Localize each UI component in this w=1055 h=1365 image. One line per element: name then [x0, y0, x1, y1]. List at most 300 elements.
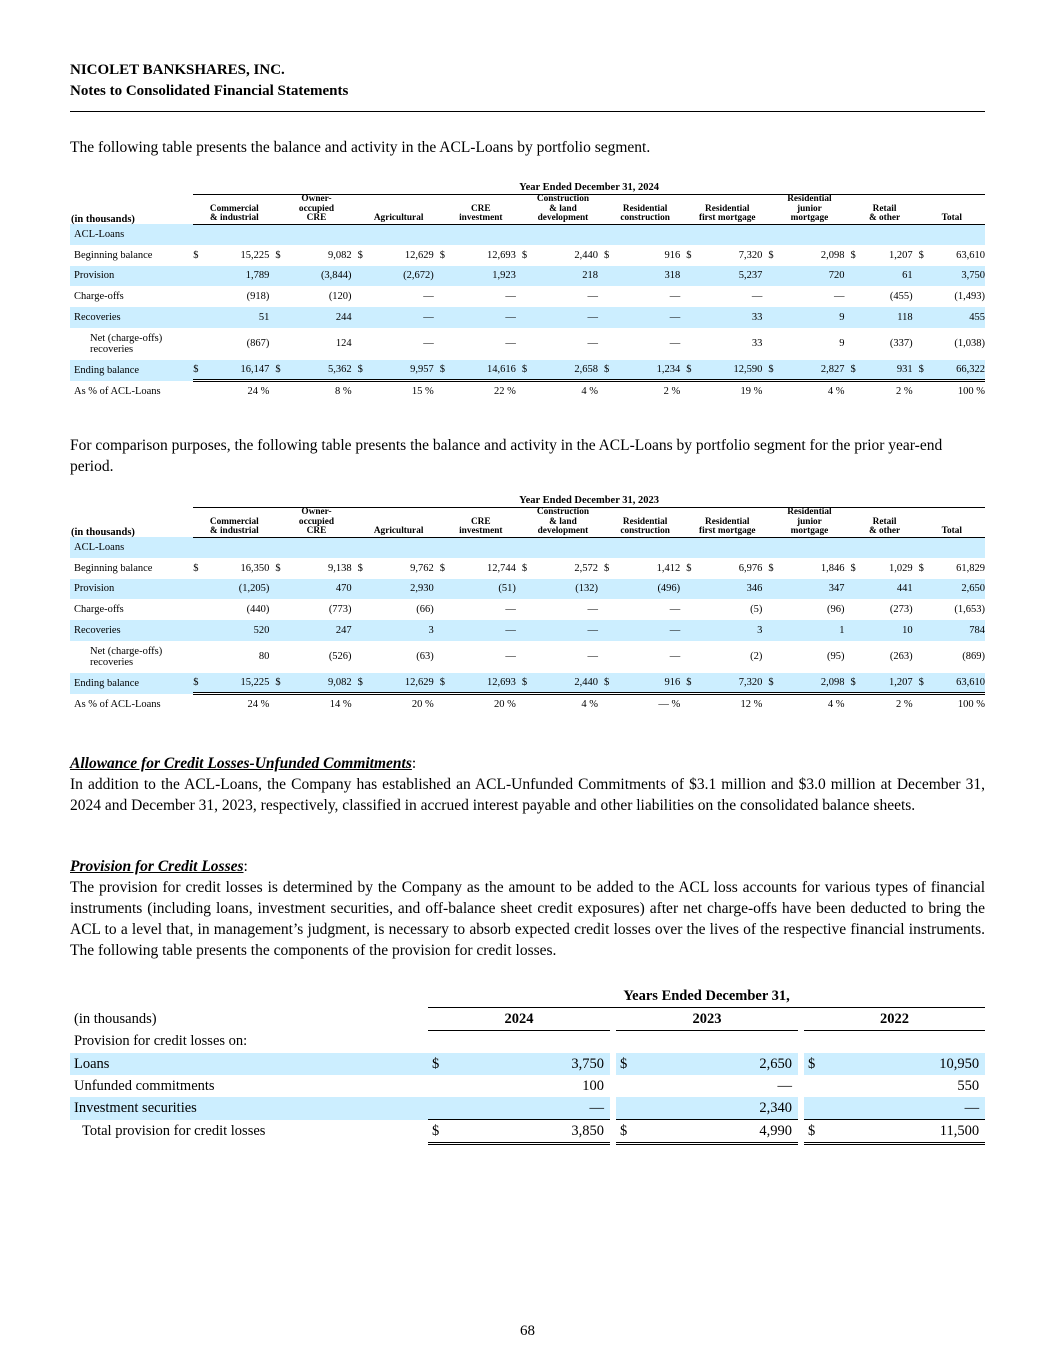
currency-symbol: $: [850, 677, 856, 689]
cell-value: 2 %: [896, 386, 913, 398]
cell-value: —: [587, 312, 599, 324]
column-header-line: construction: [620, 213, 670, 223]
value-cell: [919, 266, 985, 287]
cell-value: 916: [664, 677, 681, 689]
cell-value: 5,237: [738, 270, 763, 282]
cell-value: 63,610: [956, 677, 985, 689]
value-cell: [193, 694, 275, 715]
value-cell: [604, 360, 686, 381]
cell-value: 455: [969, 312, 985, 324]
cell-value: 8 %: [334, 386, 352, 398]
value-cell: [686, 694, 768, 715]
cell-value: —: [669, 604, 681, 616]
value-cell: [358, 620, 440, 641]
unfunded-heading-colon: :: [411, 755, 417, 772]
value-cell: [768, 558, 850, 579]
column-header-line: Construction: [536, 507, 590, 517]
column-header: [275, 195, 357, 225]
table-row: [70, 673, 985, 694]
currency-symbol: $: [357, 249, 363, 261]
cell-value: (132): [575, 583, 599, 595]
value-cell: [768, 620, 850, 641]
cell-value: (63): [416, 651, 434, 663]
value-cell: [851, 673, 919, 694]
acl-table-2024: [70, 180, 985, 402]
cell-value: 66,322: [956, 364, 985, 376]
currency-symbol: $: [768, 249, 774, 261]
cell-value: —: [505, 291, 516, 303]
value-cell: [440, 694, 522, 715]
row-label: Recoveries: [70, 620, 193, 641]
value-2023: 2,340: [636, 1097, 798, 1120]
row-label: As % of ACL-Loans: [74, 385, 161, 397]
value-cell: [768, 266, 850, 287]
value-2022: 550: [957, 1077, 980, 1094]
cell-value: —: [423, 312, 434, 324]
currency-symbol: $: [616, 1053, 636, 1075]
value-cell: [275, 381, 357, 402]
value-cell: [193, 673, 275, 694]
provision-heading: Provision for Credit Losses: [70, 858, 244, 875]
column-header: [193, 195, 275, 225]
row-label: Unfunded commitments: [74, 1077, 215, 1094]
provision-text: The provision for credit losses is determined by the Company as the amount to be added to the ACL loss accounts for various types of financial instruments (including loans, investment securities, and off-balance sheet credit exposures) after net charge-offs have been deducted to bring the ACL to a level that, in management’s judgment, is necessary to absorb expected credit losses over the lives of the respective financial instruments. The following table presents the components of the provision for credit losses.: [70, 879, 985, 959]
cell-value: 1: [839, 625, 845, 637]
value-cell: [522, 673, 604, 694]
cell-value: 4 %: [827, 386, 845, 398]
currency-symbol: $: [193, 562, 199, 574]
cell-value: —: [669, 651, 681, 663]
cell-value: 61,829: [956, 562, 985, 574]
value-cell: [919, 620, 985, 641]
value-cell: [193, 641, 275, 673]
column-header-line: & industrial: [209, 213, 259, 223]
provision-units-label: (in thousands): [74, 1010, 157, 1027]
currency-symbol: $: [357, 677, 363, 689]
cell-value: (1,205): [238, 583, 270, 595]
year-2024-header: 2024: [428, 1008, 610, 1031]
currency-symbol: $: [850, 562, 856, 574]
currency-symbol: $: [686, 677, 692, 689]
value-cell: [522, 579, 604, 600]
value-cell: [440, 381, 522, 402]
value-cell: [193, 328, 275, 360]
currency-symbol: $: [439, 364, 445, 376]
cell-value: (2): [750, 651, 763, 663]
column-header-line: Residential: [622, 203, 668, 214]
cell-value: (5): [750, 604, 763, 616]
cell-value: 916: [664, 249, 681, 261]
cell-value: —: [587, 651, 599, 663]
value-2022: 10,950: [824, 1053, 985, 1075]
value-cell: [686, 673, 768, 694]
cell-value: 4 %: [581, 386, 599, 398]
value-cell: [522, 599, 604, 620]
value-cell: [358, 673, 440, 694]
cell-value: —: [669, 625, 681, 637]
value-cell: [851, 266, 919, 287]
currency-symbol: $: [193, 677, 199, 689]
value-cell: [686, 245, 768, 266]
currency-symbol: $: [768, 562, 774, 574]
value-2023: 2,650: [636, 1053, 798, 1075]
value-cell: [768, 381, 850, 402]
cell-value: 12,590: [733, 364, 763, 376]
cell-value: 7,320: [738, 677, 763, 689]
cell-value: (337): [889, 338, 913, 350]
value-cell: [193, 579, 275, 600]
cell-value: 51: [258, 312, 270, 324]
value-cell: [440, 673, 522, 694]
value-cell: [358, 266, 440, 287]
section-row: [70, 537, 985, 558]
column-header: [440, 195, 522, 225]
value-cell: [440, 266, 522, 287]
column-header-line: Total: [941, 526, 962, 536]
table-row: [70, 641, 985, 673]
value-cell: [686, 579, 768, 600]
currency-symbol: $: [275, 562, 281, 574]
value-cell: [358, 328, 440, 360]
value-cell: [604, 620, 686, 641]
row-label: Beginning balance: [74, 562, 153, 574]
cell-value: 16,147: [240, 364, 270, 376]
table-row: [70, 286, 985, 307]
column-header-line: CRE: [306, 526, 327, 536]
currency-symbol: $: [439, 249, 445, 261]
cell-value: 24 %: [247, 699, 270, 711]
value-cell: [851, 381, 919, 402]
currency-symbol: $: [768, 677, 774, 689]
currency-symbol: $: [850, 364, 856, 376]
column-header-line: Residential: [787, 194, 832, 204]
intro-2024: The following table presents the balance and activity in the ACL-Loans by portfolio segment.: [70, 139, 651, 156]
column-header: [193, 508, 275, 538]
cell-value: —: [423, 291, 434, 303]
cell-value: 80: [258, 651, 270, 663]
table-row: [70, 360, 985, 381]
cell-value: 15 %: [411, 386, 434, 398]
value-cell: [686, 266, 768, 287]
cell-value: 7,320: [738, 249, 763, 261]
value-cell: [919, 360, 985, 381]
value-cell: [851, 245, 919, 266]
column-header-line: construction: [620, 526, 670, 536]
value-cell: [522, 286, 604, 307]
column-header-line: investment: [459, 213, 503, 223]
cell-value: (273): [889, 604, 913, 616]
provision-section-label: Provision for credit losses on:: [74, 1033, 248, 1050]
cell-value: (66): [416, 604, 434, 616]
value-2024: —: [448, 1097, 610, 1120]
column-header-line: Residential: [622, 516, 668, 527]
cell-value: (773): [328, 604, 352, 616]
value-cell: [604, 381, 686, 402]
unfunded-heading: Allowance for Credit Losses-Unfunded Commitments: [70, 755, 412, 772]
value-cell: [919, 599, 985, 620]
provision-period-header: Years Ended December 31,: [428, 985, 985, 1008]
currency-symbol: $: [804, 1053, 824, 1075]
value-cell: [919, 307, 985, 328]
cell-value: 2,827: [820, 364, 845, 376]
value-cell: [851, 620, 919, 641]
value-cell: [604, 694, 686, 715]
value-cell: [768, 307, 850, 328]
currency-symbol: $: [616, 1120, 636, 1144]
column-header-line: Owner-: [301, 507, 332, 517]
cell-value: —: [587, 291, 599, 303]
value-cell: [440, 620, 522, 641]
row-label: As % of ACL-Loans: [74, 698, 161, 710]
value-cell: [440, 579, 522, 600]
value-cell: [275, 620, 357, 641]
cell-value: 20 %: [411, 699, 434, 711]
currency-symbol: $: [521, 249, 528, 261]
value-cell: [686, 599, 768, 620]
column-header: [768, 508, 850, 538]
cell-value: (1,038): [954, 338, 985, 350]
value-cell: [919, 245, 985, 266]
cell-value: 218: [582, 270, 599, 282]
table-row: [70, 694, 985, 715]
year-2023-header: 2023: [616, 1008, 798, 1031]
table-row: [70, 245, 985, 266]
currency-symbol: $: [439, 562, 445, 574]
table-row: [70, 328, 985, 360]
cell-value: 12,744: [487, 562, 516, 574]
currency-symbol: $: [428, 1053, 448, 1075]
cell-value: 2,658: [574, 364, 599, 376]
column-header: [919, 195, 985, 225]
cell-value: 100 %: [957, 386, 985, 398]
cell-value: — %: [658, 699, 681, 711]
provision-row-investment: [70, 1097, 985, 1120]
cell-value: 63,610: [956, 249, 985, 261]
value-cell: [768, 694, 850, 715]
value-cell: [604, 641, 686, 673]
cell-value: 6,976: [738, 562, 763, 574]
cell-value: 2,572: [574, 562, 599, 574]
column-header: [604, 195, 686, 225]
value-cell: [358, 245, 440, 266]
cell-value: 9: [839, 338, 845, 350]
cell-value: 470: [335, 583, 352, 595]
cell-value: 9: [839, 312, 845, 324]
value-cell: [522, 620, 604, 641]
cell-value: 2 %: [663, 386, 681, 398]
cell-value: 2,930: [410, 583, 434, 595]
cell-value: 33: [751, 312, 763, 324]
value-cell: [919, 673, 985, 694]
cell-value: —: [505, 625, 516, 637]
column-header-line: Commercial: [209, 516, 259, 527]
cell-value: 9,957: [410, 364, 434, 376]
cell-value: (1,493): [954, 291, 985, 303]
cell-value: 2 %: [896, 699, 913, 711]
units-label: (in thousands): [71, 213, 135, 225]
currency-symbol: $: [604, 249, 610, 261]
currency-symbol: $: [918, 249, 924, 261]
currency-symbol: $: [918, 677, 924, 689]
currency-symbol: $: [768, 364, 774, 376]
document-subtitle: Notes to Consolidated Financial Statements: [70, 83, 349, 99]
cell-value: 784: [969, 625, 985, 637]
table-row: [70, 620, 985, 641]
column-header-line: first mortgage: [699, 526, 756, 536]
value-cell: [686, 328, 768, 360]
cell-value: (455): [889, 291, 913, 303]
value-cell: [275, 641, 357, 673]
cell-value: —: [669, 291, 681, 303]
value-2024: 3,750: [448, 1053, 610, 1075]
cell-value: 4 %: [581, 699, 599, 711]
value-cell: [522, 694, 604, 715]
year-2022-header: 2022: [804, 1008, 985, 1031]
value-cell: [275, 245, 357, 266]
currency-symbol: $: [275, 364, 281, 376]
value-cell: [193, 360, 275, 381]
value-cell: [275, 673, 357, 694]
cell-value: —: [587, 604, 599, 616]
cell-value: 2,098: [820, 249, 845, 261]
value-cell: [440, 286, 522, 307]
value-cell: [522, 641, 604, 673]
cell-value: 3: [757, 625, 763, 637]
value-cell: [193, 286, 275, 307]
value-cell: [522, 266, 604, 287]
currency-symbol: $: [918, 364, 924, 376]
currency-symbol: $: [686, 364, 692, 376]
value-cell: [522, 245, 604, 266]
value-cell: [919, 381, 985, 402]
column-header: [686, 508, 768, 538]
value-2023: 4,990: [636, 1120, 798, 1144]
value-cell: [686, 620, 768, 641]
cell-value: 247: [335, 625, 352, 637]
value-cell: [604, 266, 686, 287]
value-cell: [440, 641, 522, 673]
cell-value: (3,844): [320, 270, 352, 282]
row-label: Net (charge-offs) recoveries: [90, 645, 163, 668]
provision-row-unfunded: [70, 1075, 985, 1097]
column-header-line: CRE: [306, 213, 327, 223]
value-cell: [768, 579, 850, 600]
table-row: [70, 579, 985, 600]
cell-value: (918): [246, 291, 270, 303]
value-cell: [358, 599, 440, 620]
cell-value: 1,923: [492, 270, 516, 282]
value-cell: [358, 641, 440, 673]
cell-value: 931: [896, 364, 913, 376]
column-header: [686, 195, 768, 225]
value-cell: [522, 558, 604, 579]
acl-table-2023: [70, 493, 985, 715]
cell-value: 12,629: [404, 249, 434, 261]
column-header-line: Construction: [536, 194, 590, 204]
cell-value: —: [834, 291, 845, 303]
cell-value: —: [423, 338, 434, 350]
cell-value: (869): [962, 651, 985, 663]
value-cell: [851, 579, 919, 600]
cell-value: 2,440: [574, 249, 599, 261]
value-cell: [522, 307, 604, 328]
currency-symbol: $: [686, 249, 692, 261]
row-label: Investment securities: [70, 1097, 428, 1120]
column-header-line: Residential: [705, 516, 750, 527]
column-header: [275, 508, 357, 538]
value-cell: [193, 381, 275, 402]
cell-value: —: [505, 338, 516, 350]
value-cell: [604, 673, 686, 694]
column-header-line: CRE: [470, 516, 491, 527]
value-cell: [358, 360, 440, 381]
cell-value: 2,650: [961, 583, 985, 595]
value-cell: [768, 673, 850, 694]
column-header-line: Owner-: [301, 194, 332, 204]
column-header-line: occupied: [298, 203, 335, 214]
cell-value: 1,789: [245, 270, 270, 282]
row-label: Net (charge-offs) recoveries: [90, 332, 163, 355]
cell-value: —: [669, 338, 681, 350]
currency-symbol: $: [521, 364, 528, 376]
cell-value: 14 %: [329, 699, 352, 711]
value-cell: [686, 381, 768, 402]
value-cell: [275, 694, 357, 715]
cell-value: (96): [827, 604, 845, 616]
column-header-line: Retail: [872, 516, 897, 527]
cell-value: 16,350: [240, 562, 270, 574]
value-cell: [193, 245, 275, 266]
column-header-line: development: [537, 213, 589, 223]
table-row: [70, 307, 985, 328]
provision-table: [70, 985, 985, 1145]
value-2022: 11,500: [824, 1120, 985, 1144]
column-header-line: & industrial: [209, 526, 259, 536]
cell-value: 1,234: [656, 364, 681, 376]
value-cell: [919, 641, 985, 673]
row-label: Ending balance: [70, 673, 193, 694]
value-cell: [275, 286, 357, 307]
value-cell: [919, 286, 985, 307]
cell-value: 22 %: [494, 386, 516, 398]
value-cell: [851, 599, 919, 620]
cell-value: 33: [751, 338, 763, 350]
table-row: [70, 266, 985, 287]
value-cell: [768, 641, 850, 673]
row-label: Ending balance: [70, 360, 193, 381]
period-header-2023: Year Ended December 31, 2023: [193, 493, 985, 508]
value-2024: 3,850: [448, 1120, 610, 1144]
value-cell: [768, 245, 850, 266]
provision-row-total: [70, 1120, 985, 1144]
row-label: Charge-offs: [74, 604, 124, 616]
cell-value: 720: [828, 270, 845, 282]
table-row: [70, 558, 985, 579]
section-label: ACL-Loans: [70, 537, 193, 558]
column-header-line: & other: [868, 526, 901, 536]
currency-symbol: $: [275, 249, 281, 261]
column-header-line: Agricultural: [373, 526, 424, 536]
unfunded-heading-line: [70, 753, 985, 774]
cell-value: (120): [328, 291, 352, 303]
cell-value: (51): [498, 583, 516, 595]
cell-value: 100 %: [957, 699, 985, 711]
value-cell: [275, 266, 357, 287]
column-header-line: & land: [549, 203, 577, 214]
cell-value: 15,225: [240, 249, 270, 261]
cell-value: —: [505, 312, 516, 324]
header-divider: [70, 111, 985, 112]
